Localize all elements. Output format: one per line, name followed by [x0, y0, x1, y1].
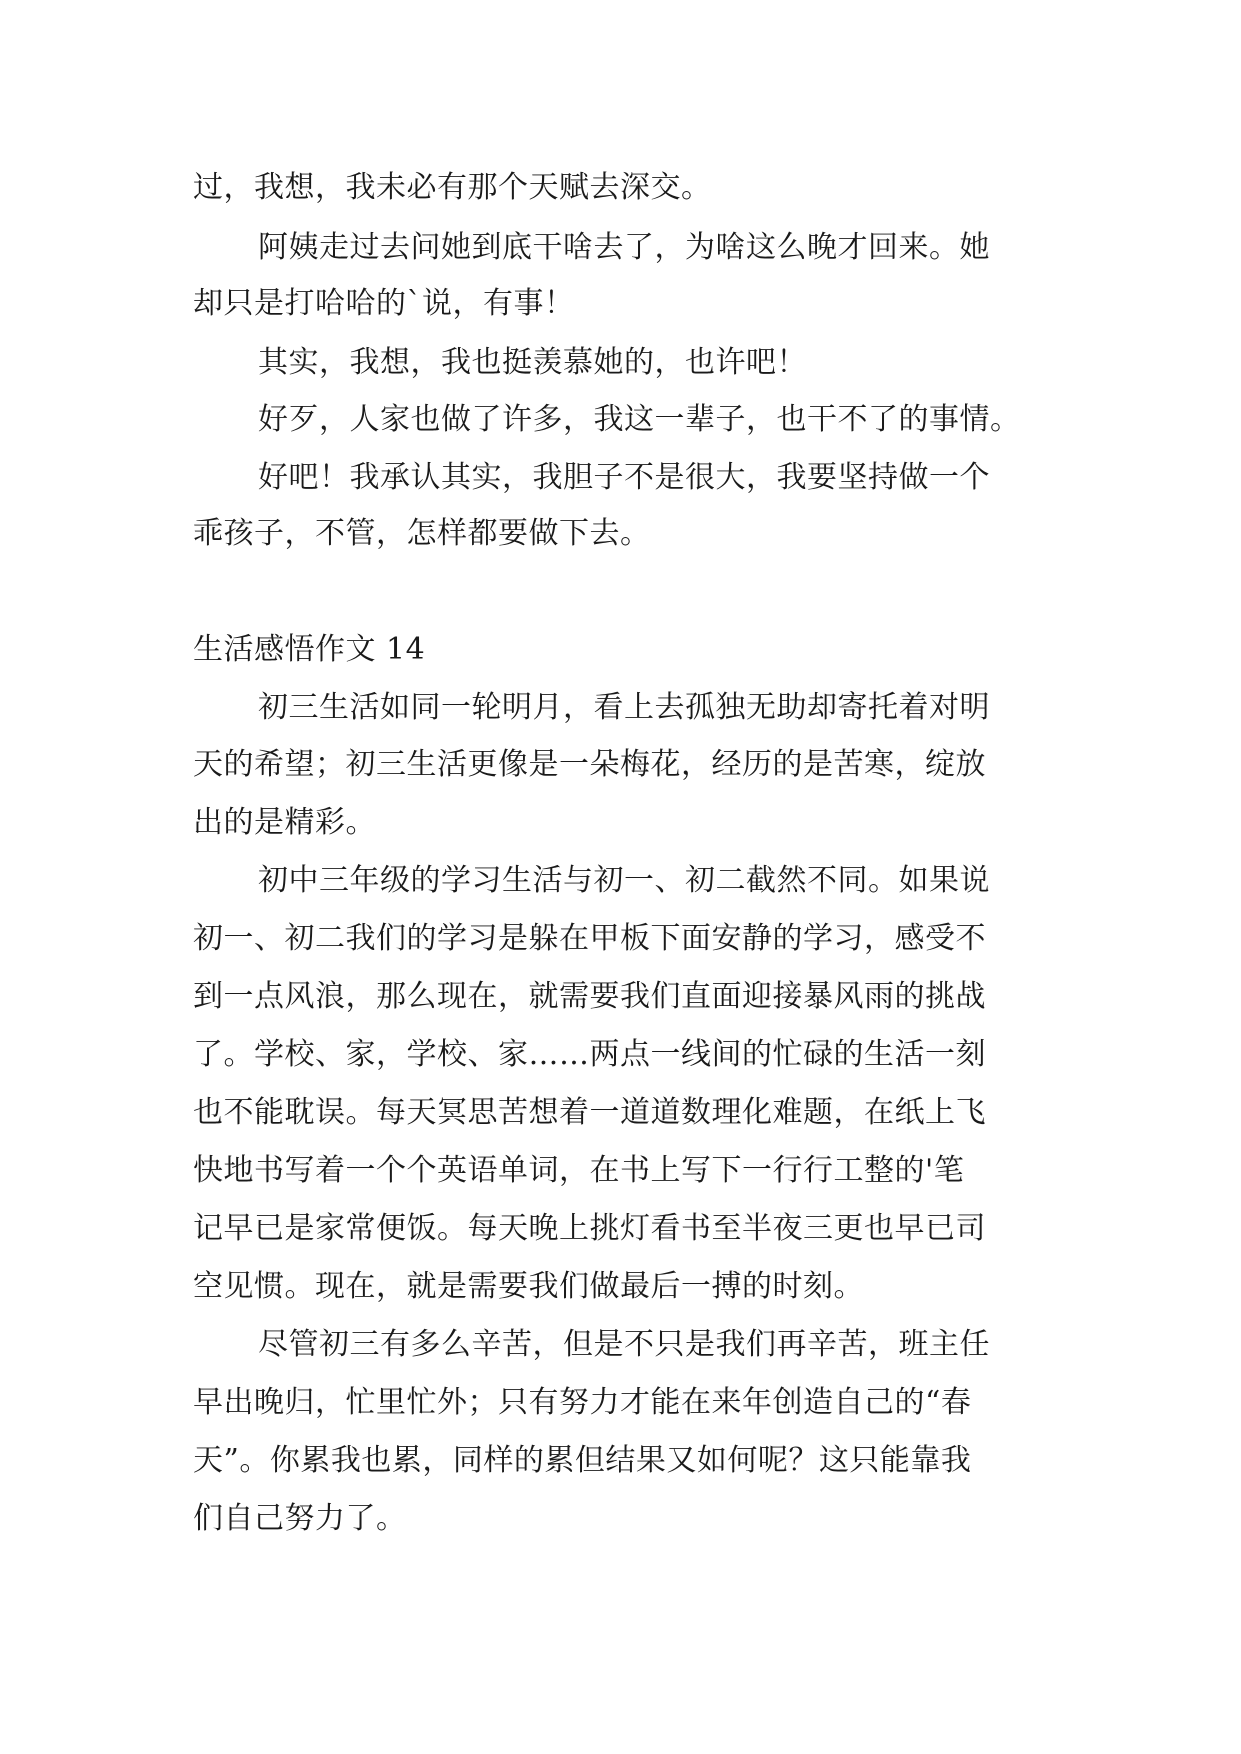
body-text-line: 天”。你累我也累，同样的累但结果又如何呢？这只能靠我 [193, 1443, 972, 1478]
body-text-line: 们自己努力了。 [193, 1501, 407, 1536]
body-text-line: 快地书写着一个个英语单词，在书上写下一行行工整的'笔 [193, 1153, 965, 1188]
body-text-line: 初一、初二我们的学习是躲在甲板下面安静的学习，感受不 [193, 921, 986, 956]
body-text-line: 早出晚归，忙里忙外；只有努力才能在来年创造自己的“春 [193, 1385, 972, 1420]
section-heading: 生活感悟作文 14 [193, 632, 426, 667]
body-text-line: 了。学校、家，学校、家……两点一线间的忙碌的生活一刻 [193, 1037, 986, 1072]
body-text-line: 好歹，人家也做了许多，我这一辈子，也干不了的事情。 [258, 402, 1021, 437]
body-text-line: 乖孩子，不管，怎样都要做下去。 [193, 516, 651, 551]
body-text-line: 尽管初三有多么辛苦，但是不只是我们再辛苦，班主任 [258, 1327, 990, 1362]
body-text-line: 空见惯。现在，就是需要我们做最后一搏的时刻。 [193, 1269, 864, 1304]
body-text-line: 却只是打哈哈的`说，有事！ [193, 286, 575, 321]
body-text-line: 到一点风浪，那么现在，就需要我们直面迎接暴风雨的挑战 [193, 979, 986, 1014]
body-text-line: 好吧！我承认其实，我胆子不是很大，我要坚持做一个 [258, 460, 990, 495]
body-text-line: 初三生活如同一轮明月，看上去孤独无助却寄托着对明 [258, 690, 990, 725]
body-text-line: 记早已是家常便饭。每天晚上挑灯看书至半夜三更也早已司 [193, 1211, 986, 1246]
body-text-line: 也不能耽误。每天冥思苦想着一道道数理化难题，在纸上飞 [193, 1095, 986, 1130]
body-text-line: 出的是精彩。 [193, 805, 376, 840]
body-text-line: 过，我想，我未必有那个天赋去深交。 [193, 170, 712, 205]
body-text-line: 其实，我想，我也挺羡慕她的，也许吧！ [258, 345, 807, 380]
body-text-line: 阿姨走过去问她到底干啥去了，为啥这么晚才回来。她 [258, 230, 990, 265]
body-text-line: 天的希望；初三生活更像是一朵梅花，经历的是苦寒，绽放 [193, 747, 986, 782]
body-text-line: 初中三年级的学习生活与初一、初二截然不同。如果说 [258, 863, 990, 898]
